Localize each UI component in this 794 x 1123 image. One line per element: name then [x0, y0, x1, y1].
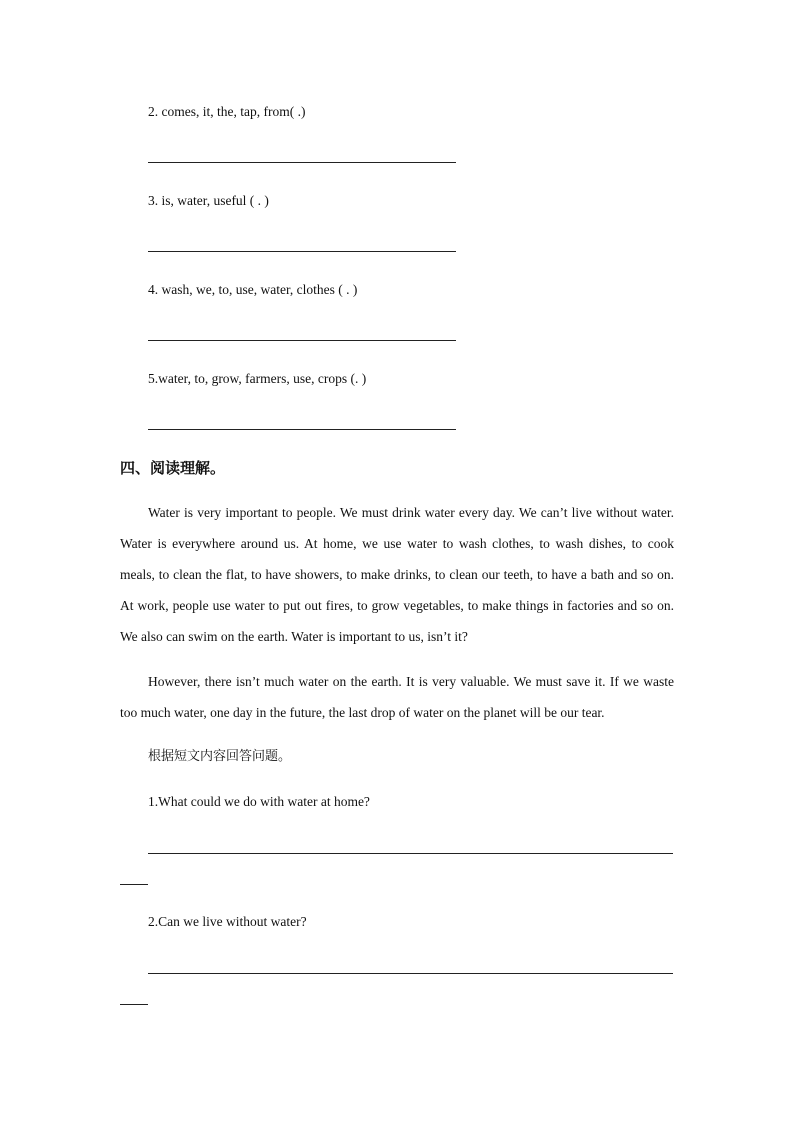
passage-paragraph-1: Water is very important to people. We must drink water every day. We can’t live without water. Water is everywhere around us. At home, we use water to wash clothes, to wash dishes, to cook meals, to clean the flat, to have showers, to make drinks, to clean our teeth, to have a bath and so on. At work, people use water to put out fires, to grow vegetables, to make things in factories and so on. We also can swim on the earth. Water is important to us, isn’t it?	[120, 505, 674, 644]
section-heading-reading: 四、阅读理解。	[120, 459, 226, 477]
answer-line-question-2-continued[interactable]	[120, 1004, 148, 1005]
answer-line-item-4[interactable]	[148, 340, 456, 341]
question-1: 1.What could we do with water at home?	[148, 794, 370, 809]
answer-line-item-3[interactable]	[148, 251, 456, 252]
reorder-item-2: 2. comes, it, the, tap, from( .)	[148, 104, 306, 119]
question-2: 2.Can we live without water?	[148, 914, 307, 929]
answer-line-item-2[interactable]	[148, 162, 456, 163]
reorder-item-5: 5.water, to, grow, farmers, use, crops (. )	[148, 371, 367, 386]
answer-line-question-1[interactable]	[148, 853, 673, 854]
answer-line-question-1-continued[interactable]	[120, 884, 148, 885]
answer-line-item-5[interactable]	[148, 429, 456, 430]
passage-paragraph-2: However, there isn’t much water on the earth. It is very valuable. We must save it. If we waste too much water, one day in the future, the last drop of water on the planet will be our tear.	[120, 674, 674, 720]
answer-instruction: 根据短文内容回答问题。	[148, 749, 292, 764]
answer-line-question-2[interactable]	[148, 973, 673, 974]
reorder-item-4: 4. wash, we, to, use, water, clothes ( . )	[148, 282, 358, 297]
reorder-item-3: 3. is, water, useful ( . )	[148, 193, 269, 208]
